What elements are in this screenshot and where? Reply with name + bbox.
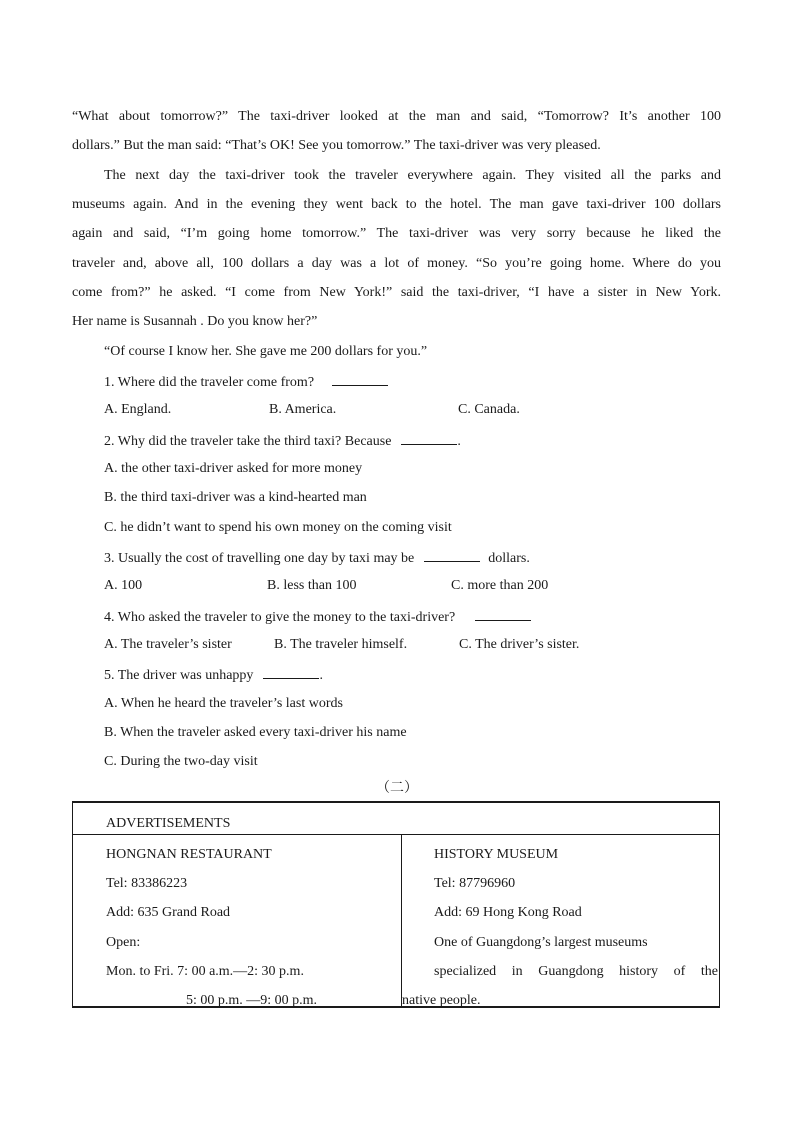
table-divider [73, 834, 719, 835]
story-line: come from?” he asked. “I come from New York!” said the taxi-driver, “I have a sister in New York. [72, 285, 721, 300]
question-stem: 3. Usually the cost of travelling one day by taxi may be [104, 551, 415, 566]
story-line: The next day the taxi-driver took the traveler everywhere again. They visited all the parks and [104, 168, 721, 183]
question-stem: 4. Who asked the traveler to give the money to the taxi-driver? [104, 610, 456, 625]
advertisements-table [72, 801, 720, 1008]
option-c: C. he didn’t want to spend his own money on the coming visit [104, 520, 452, 535]
option-c: C. The driver’s sister. [459, 637, 580, 652]
column-divider [401, 834, 402, 1006]
ads-heading: ADVERTISEMENTS [106, 816, 231, 831]
museum-address: Add: 69 Hong Kong Road [434, 905, 582, 920]
story-line: traveler and, above all, 100 dollars a day was a lot of money. “So you’re going home. Where do you [72, 256, 721, 271]
option-c: C. During the two-day visit [104, 754, 258, 769]
question-1 [104, 372, 388, 392]
option-c: C. Canada. [458, 402, 520, 417]
section-marker: （二） [376, 781, 418, 796]
answer-blank[interactable] [475, 607, 531, 621]
option-b: B. The traveler himself. [274, 637, 408, 652]
question-suffix: dollars. [488, 551, 530, 566]
option-b: B. the third taxi-driver was a kind-hearted man [104, 490, 367, 505]
option-a: A. the other taxi-driver asked for more money [104, 461, 363, 476]
option-a: A. When he heard the traveler’s last words [104, 696, 343, 711]
question-2 [104, 431, 461, 451]
museum-description: specialized in Guangdong history of the [434, 964, 718, 979]
question-3 [104, 548, 530, 568]
museum-description: One of Guangdong’s largest museums [434, 935, 648, 950]
museum-name: HISTORY MUSEUM [434, 847, 559, 862]
answer-blank[interactable] [424, 548, 480, 562]
restaurant-address: Add: 635 Grand Road [106, 905, 231, 920]
option-b: B. less than 100 [267, 578, 357, 593]
museum-tel: Tel: 87796960 [434, 876, 516, 891]
answer-blank[interactable] [332, 372, 388, 386]
story-line: “Of course I know her. She gave me 200 dollars for you.” [104, 344, 428, 359]
option-a: A. England. [104, 402, 172, 417]
option-b: B. When the traveler asked every taxi-driver his name [104, 725, 407, 740]
story-line: dollars.” But the man said: “That’s OK! See you tomorrow.” The taxi-driver was very pleased. [72, 138, 601, 153]
question-punct: . [319, 668, 323, 683]
answer-blank[interactable] [263, 665, 319, 679]
question-stem: 5. The driver was unhappy [104, 668, 254, 683]
question-4 [104, 607, 531, 627]
option-a: A. 100 [104, 578, 143, 593]
story-line: “What about tomorrow?” The taxi-driver looked at the man and said, “Tomorrow? It’s another 100 [72, 109, 721, 124]
option-a: A. The traveler’s sister [104, 637, 232, 652]
answer-blank[interactable] [401, 431, 457, 445]
museum-description: native people. [402, 993, 481, 1008]
question-stem: 2. Why did the traveler take the third taxi? Because [104, 434, 392, 449]
story-line: again and said, “I’m going home tomorrow.” The taxi-driver was very sorry because he liked the [72, 226, 721, 241]
restaurant-hours: 5: 00 p.m. —9: 00 p.m. [186, 993, 318, 1008]
question-stem: 1. Where did the traveler come from? [104, 375, 315, 390]
story-line: museums again. And in the evening they went back to the hotel. The man gave taxi-driver 100 dollars [72, 197, 721, 212]
question-5 [104, 665, 323, 685]
option-b: B. America. [269, 402, 337, 417]
story-line: Her name is Susannah . Do you know her?” [72, 314, 318, 329]
restaurant-name: HONGNAN RESTAURANT [106, 847, 272, 862]
question-punct: . [457, 434, 461, 449]
restaurant-open-label: Open: [106, 935, 141, 950]
restaurant-hours: Mon. to Fri. 7: 00 a.m.—2: 30 p.m. [106, 964, 304, 979]
option-c: C. more than 200 [451, 578, 549, 593]
restaurant-tel: Tel: 83386223 [106, 876, 188, 891]
